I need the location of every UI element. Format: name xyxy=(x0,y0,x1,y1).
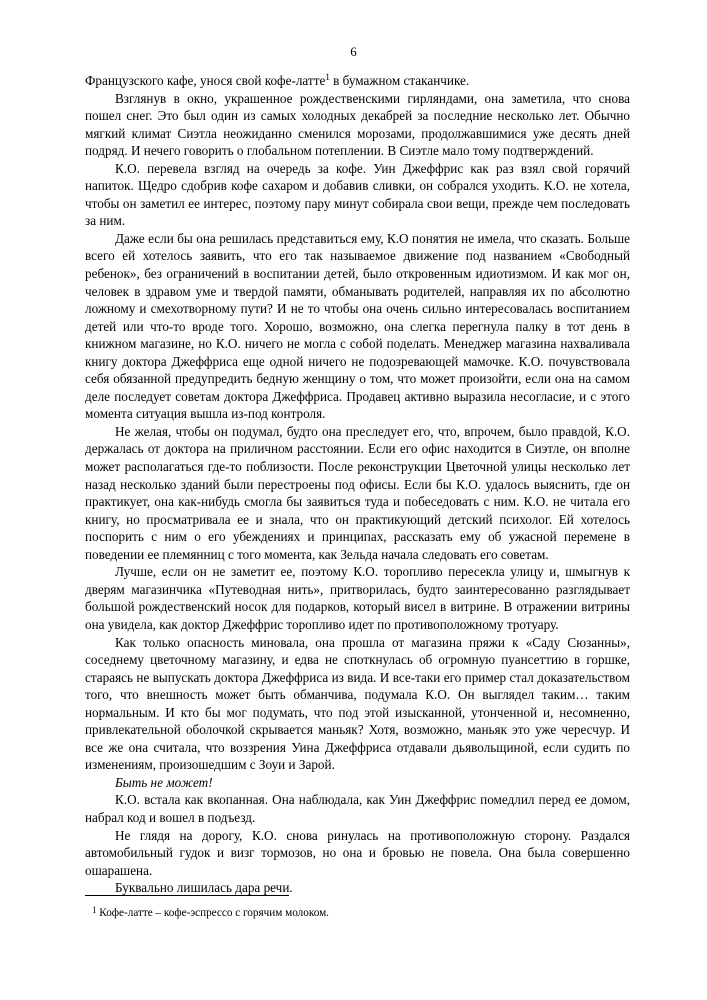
paragraph: Даже если бы она решилась представиться ему, К.О понятия не имела, что сказать. Больше всего ей хотелось заявить, что его так называемое движение под названием «Свободный ребенок», без ограничений в воспитании детей, было откровенным идиотизмом. И как мог он, человек в здравом уме и твердой памяти, обманывать родителей, направляя их по абсолютно ложному и смехотворному пути? И не то чтобы она очень сильно интересовалась воспитанием детей или что-то вроде того. Хорошо, возможно, она слегка перегнула палку в тот день в книжном магазине, но К.О. ничего не могла с собой поделать. Менеджер магазина нахваливала книгу доктора Джеффриса еще одной ничего не подозревающей мамочке. К.О. почувствовала себя обязанной предупредить бедную женщину о том, что может произойти, если она на самом деле последует советам доктора Джеффриса. Продавец активно выразила несогласие, и с этого момента ситуация вышла из-под контроля. xyxy=(85,230,630,422)
page-number: 6 xyxy=(350,44,357,59)
paragraph-text-tail: в бумажном стаканчике. xyxy=(329,73,470,88)
footnote-divider xyxy=(85,895,289,896)
paragraph: Как только опасность миновала, она прошла от магазина пряжи к «Саду Сюзанны», соседнему цветочному магазину, и едва не споткнулась об огромную пуансеттию в горшке, стараясь не выпускать доктора Джеффриса из вида. И все-таки его пример стал доказательством того, что внешность может быть обманчива, подумала К.О. Он выглядел таким… таким нормальным. И кто бы мог подумать, что под этой изысканной, утонченной и, несомненно, привлекательной оболочкой скрывается маньяк? Хотя, возможно, маньяк это уже чересчур. И все же она считала, что воззрения Уина Джеффриса отдавали дьявольщиной, если судить по изменениям, произошедшим с Зоуи и Зарой. xyxy=(85,634,630,773)
footnote xyxy=(92,906,632,920)
paragraph: Лучше, если он не заметит ее, поэтому К.О. торопливо пересекла улицу и, шмыгнув к дверям магазинчика «Путеводная нить», притворилась, будто заинтересованно разглядывает большой рождественский носок для подарков, который висел в витрине. В отражении витрины она увидела, как доктор Джеффрис торопливо идет по противоположному тротуару. xyxy=(85,564,630,632)
footnote-marker: 1 xyxy=(92,905,97,915)
paragraph-continued xyxy=(85,72,630,90)
paragraph-italic: Быть не может! xyxy=(115,774,213,790)
paragraph: К.О. встала как вкопанная. Она наблюдала, как Уин Джеффрис помедлил перед ее домом, набрал код и вошел в подъезд. xyxy=(85,792,630,825)
paragraph-text: Французского кафе, унося свой кофе-латте xyxy=(85,73,326,88)
body-text xyxy=(85,72,630,897)
paragraph: Взглянув в окно, украшенное рождественскими гирляндами, она заметила, что снова пошел снег. Это был один из самых холодных декабрей за последние несколько лет. Обычно мягкий климат Сиэтла неожиданно сменился морозами, продолжавшимися уже десять дней подряд. И нечего говорить о глобальном потеплении. В Сиэтле мало тому подтверждений. xyxy=(85,90,630,159)
footnote-text: Кофе-латте – кофе-эспрессо с горячим молоком. xyxy=(99,907,329,919)
paragraph: Не желая, чтобы он подумал, будто она преследует его, что, впрочем, было правдой, К.О. держалась от доктора на приличном расстоянии. Если его офис находится в Сиэтле, он вполне может располагаться где-то поблизости. После реконструкции Цветочной улицы несколько лет назад несколько зданий были перестроены под офисы. Если бы К.О. удалось выяснить, где он практикует, она как-нибудь смогла бы заявиться туда и побеседовать с ним. К.О. не читала его книгу, но просматривала ее и знала, что он практикующий детский психолог. Ей хотелось поспорить с ним о его убеждениях и принципах, рассказать ему об ужасной перемене в поведении ее племянниц с того момента, как Зельда начала следовать его советам. xyxy=(85,423,630,562)
paragraph: К.О. перевела взгляд на очередь за кофе. Уин Джеффрис как раз взял свой горячий напиток. Щедро сдобрив кофе сахаром и добавив сливки, он собрался уходить. К.О. не хотела, чтобы он заметил ее интерес, поэтому пару минут собирала свои вещи, прежде чем последовать за ним. xyxy=(85,160,630,229)
footnote-reference[interactable]: 1 xyxy=(325,72,330,82)
paragraph: Буквально лишилась дара речи. xyxy=(115,880,293,896)
paragraph: Не глядя на дорогу, К.О. снова ринулась на противоположную сторону. Раздался автомобильный гудок и визг тормозов, но она и бровью не повела. Она была совершенно ошарашена. xyxy=(85,827,630,878)
